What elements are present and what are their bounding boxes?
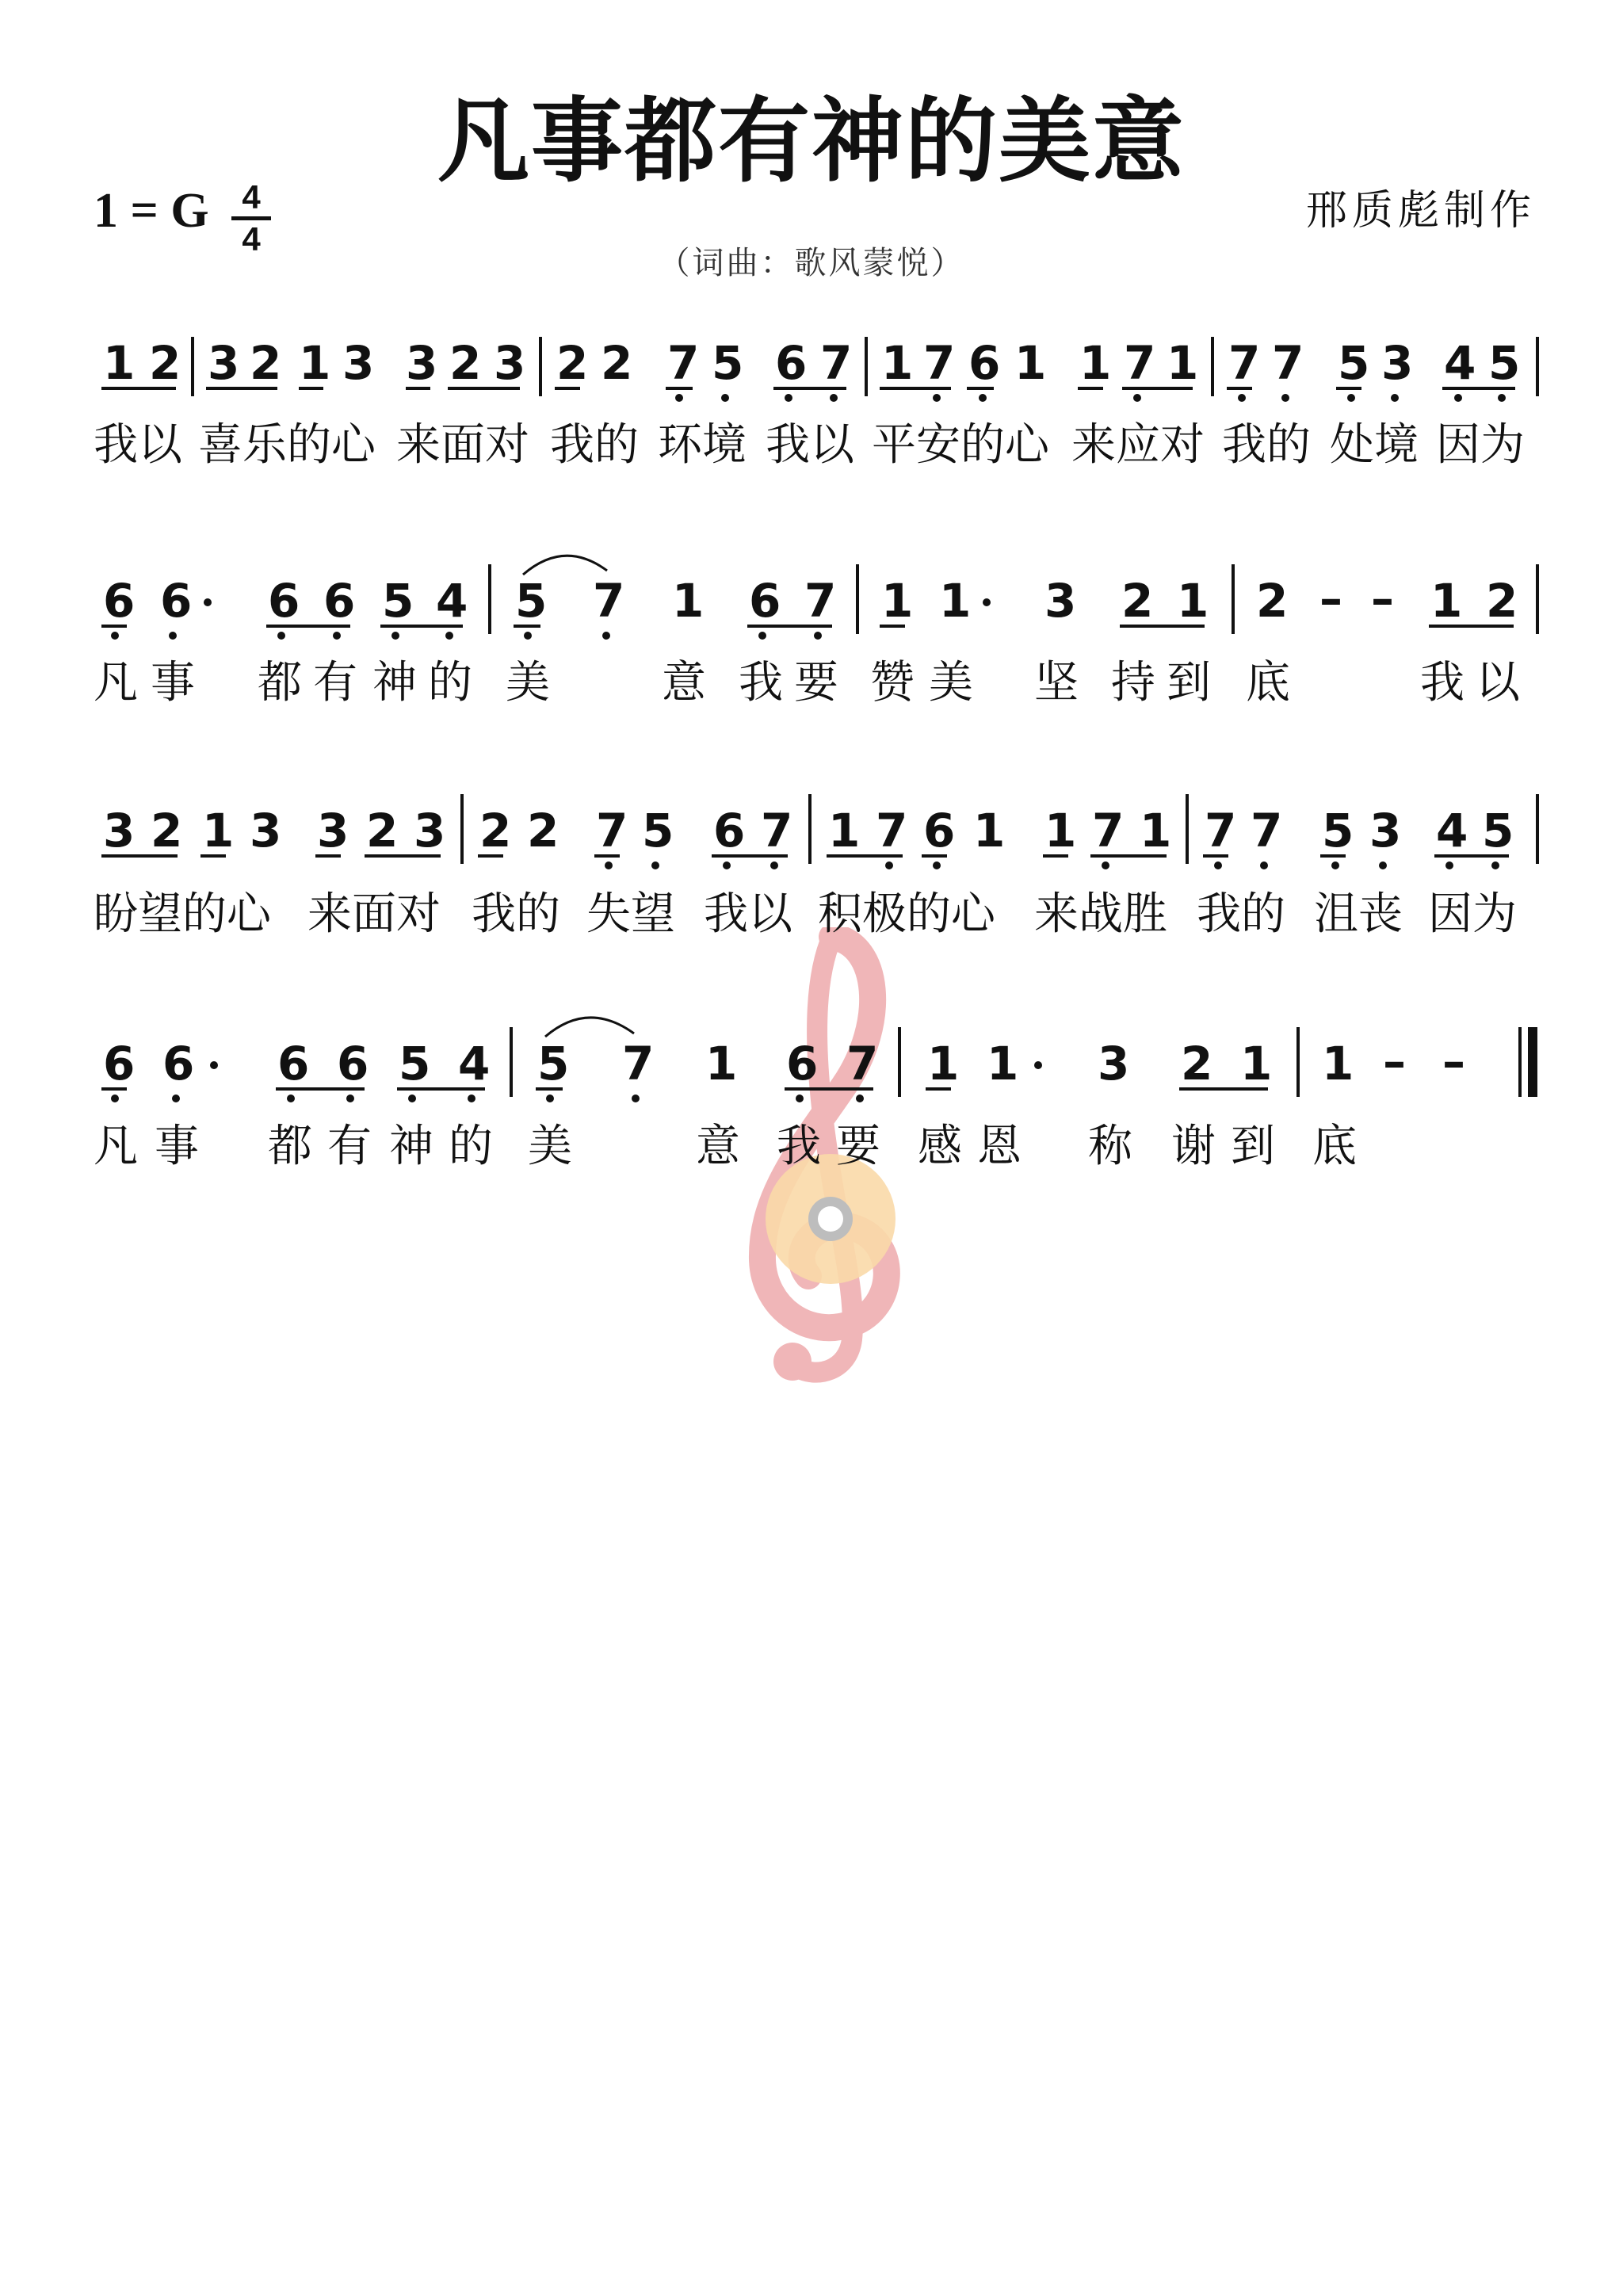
note: 1	[1430, 574, 1463, 628]
lyric: 底	[1312, 1121, 1357, 1172]
lyric: 谢	[1171, 1121, 1216, 1172]
note: 6	[749, 574, 781, 628]
note: 3	[406, 336, 438, 390]
slur	[545, 1018, 634, 1037]
lyric: 到	[1167, 657, 1211, 709]
note: 1	[973, 804, 1006, 858]
note: 7	[761, 804, 793, 858]
lyric: 事	[151, 657, 195, 709]
note: 6	[103, 1037, 136, 1091]
note: 6	[713, 804, 746, 858]
note: 3	[1044, 574, 1077, 628]
note: 6	[786, 1037, 819, 1091]
note: 5	[1322, 804, 1354, 858]
lyric: 意	[696, 1121, 740, 1172]
slur	[523, 556, 607, 575]
note: 4	[458, 1037, 491, 1091]
lyric: 事	[155, 1121, 199, 1172]
note: 1	[987, 1037, 1019, 1091]
note: 4	[1436, 804, 1468, 858]
note: 1	[1079, 336, 1112, 390]
note: 5	[1338, 336, 1370, 390]
note: 1	[299, 336, 331, 390]
note: 5	[515, 574, 548, 628]
note: 3	[317, 804, 349, 858]
note: 2	[151, 804, 183, 858]
note: 5	[642, 804, 674, 858]
lyric: 我的	[550, 419, 639, 471]
note: 7	[876, 804, 908, 858]
note: 7	[1251, 804, 1283, 858]
note: 3	[494, 336, 526, 390]
lyric: 我	[1420, 657, 1465, 709]
note: 2	[556, 336, 589, 390]
note: 3	[414, 804, 446, 858]
note: 5	[537, 1037, 570, 1091]
lyric: 沮丧	[1314, 888, 1403, 940]
note: 6	[160, 574, 193, 628]
dash: –	[1319, 571, 1342, 625]
note: 6	[268, 574, 300, 628]
lyric: 美	[528, 1121, 572, 1172]
lyric: 都	[258, 657, 302, 709]
note: 2	[1486, 574, 1518, 628]
lyric: 恩	[977, 1121, 1022, 1172]
note: 1	[939, 574, 972, 628]
lyric: 环境	[658, 419, 747, 471]
note: 7	[846, 1037, 879, 1091]
lyric: 到	[1231, 1121, 1275, 1172]
song-title: 凡事都有神的美意	[437, 87, 1186, 195]
note: 1	[1140, 804, 1172, 858]
note: 1	[1177, 574, 1209, 628]
lyric: 喜乐的心	[198, 419, 376, 471]
note: 2	[1256, 574, 1289, 628]
lyric: 美	[506, 657, 550, 709]
lyric: 称	[1088, 1121, 1132, 1172]
note: 3	[208, 336, 240, 390]
note: 3	[250, 804, 282, 858]
note: 1	[881, 574, 914, 628]
lyric: 有	[327, 1121, 372, 1172]
lyric: 感	[918, 1121, 962, 1172]
note: 1	[1014, 336, 1047, 390]
note: 3	[1381, 336, 1414, 390]
lyric: 赞	[870, 657, 915, 709]
note: 1	[1167, 336, 1199, 390]
note: 1	[103, 336, 136, 390]
note: 3	[1369, 804, 1402, 858]
lyric: 凡	[94, 657, 138, 709]
lyric: 因为	[1436, 419, 1525, 471]
lyric: 来应对	[1071, 419, 1205, 471]
lyric: 凡	[94, 1121, 138, 1172]
score-line-4	[94, 1018, 1533, 1172]
note: 3	[342, 336, 375, 390]
lyric: 因为	[1428, 888, 1517, 940]
lyric: 要	[836, 1121, 880, 1172]
lyric: 我以	[766, 419, 854, 471]
time-signature-top: 4	[242, 178, 261, 216]
lyric: 平安的心	[872, 419, 1049, 471]
note: 6	[323, 574, 356, 628]
note: 1	[1322, 1037, 1354, 1091]
note: 2	[1181, 1037, 1213, 1091]
lyric: 有	[313, 657, 357, 709]
lyric: 我的	[1197, 888, 1285, 940]
dash: –	[1371, 571, 1394, 625]
score-line-2	[94, 556, 1537, 709]
time-signature-bottom: 4	[242, 220, 261, 258]
lyric: 我以	[704, 888, 792, 940]
note: 6	[337, 1037, 369, 1091]
augmentation-dot	[204, 598, 212, 606]
note: 6	[923, 804, 956, 858]
lyric: 盼望的心	[94, 888, 271, 940]
note: 1	[202, 804, 235, 858]
note: 5	[712, 336, 744, 390]
lyric: 来面对	[307, 888, 441, 940]
note: 6	[968, 336, 1001, 390]
lyrics-music-credit: （词曲：歌风蒙悦）	[658, 245, 965, 281]
lyric: 意	[662, 657, 706, 709]
note: 2	[250, 336, 282, 390]
note: 6	[775, 336, 808, 390]
note: 7	[596, 804, 628, 858]
score-line-1	[94, 336, 1537, 471]
note: 1	[1044, 804, 1077, 858]
note: 1	[828, 804, 861, 858]
note: 7	[1124, 336, 1156, 390]
note: 7	[667, 336, 700, 390]
lyric: 以	[1476, 657, 1520, 709]
lyric: 美	[929, 657, 973, 709]
lyric: 我的	[1222, 419, 1311, 471]
note: 7	[820, 336, 853, 390]
note: 2	[366, 804, 399, 858]
note: 6	[162, 1037, 195, 1091]
lyric: 神	[389, 1121, 433, 1172]
lyric: 的	[428, 657, 472, 709]
arranger-credit: 邢质彪制作	[1305, 187, 1536, 235]
note: 1	[672, 574, 705, 628]
note: 6	[103, 574, 136, 628]
note: 7	[1092, 804, 1125, 858]
note: 7	[1228, 336, 1261, 390]
augmentation-dot	[210, 1061, 218, 1069]
lyric: 底	[1246, 657, 1290, 709]
lyric: 我的	[472, 888, 560, 940]
lyric: 我	[777, 1121, 821, 1172]
lyric: 处境	[1330, 419, 1419, 471]
lyric: 都	[268, 1121, 312, 1172]
note: 2	[601, 336, 633, 390]
dash: –	[1442, 1034, 1465, 1088]
note: 2	[479, 804, 512, 858]
note: 7	[804, 574, 837, 628]
lyric: 来面对	[396, 419, 529, 471]
note: 4	[1444, 336, 1476, 390]
note: 5	[382, 574, 414, 628]
note: 2	[149, 336, 181, 390]
note: 2	[1121, 574, 1154, 628]
note: 2	[449, 336, 482, 390]
key-signature: 1 = G	[94, 184, 209, 238]
augmentation-dot	[1034, 1061, 1042, 1069]
note: 5	[399, 1037, 431, 1091]
note: 2	[527, 804, 559, 858]
lyric: 来战胜	[1034, 888, 1167, 940]
lyric: 失望	[586, 888, 675, 940]
lyric: 神	[372, 657, 417, 709]
note: 6	[277, 1037, 310, 1091]
note: 3	[1098, 1037, 1130, 1091]
note: 5	[1482, 804, 1514, 858]
lyric: 我以	[94, 419, 182, 471]
note: 1	[881, 336, 914, 390]
lyric: 要	[794, 657, 838, 709]
note: 7	[593, 574, 625, 628]
score-line-3	[94, 794, 1537, 940]
note: 7	[1272, 336, 1304, 390]
note: 1	[1240, 1037, 1273, 1091]
lyric: 积极的心	[818, 888, 995, 940]
note: 3	[103, 804, 136, 858]
augmentation-dot	[983, 598, 991, 606]
note: 7	[622, 1037, 655, 1091]
note: 7	[923, 336, 956, 390]
lyric: 的	[449, 1121, 493, 1172]
note: 5	[1488, 336, 1521, 390]
lyric: 持	[1111, 657, 1155, 709]
note: 1	[705, 1037, 738, 1091]
lyric: 坚	[1034, 657, 1079, 709]
dash: –	[1383, 1034, 1406, 1088]
lyric: 我	[739, 657, 783, 709]
note: 4	[436, 574, 468, 628]
note: 1	[927, 1037, 960, 1091]
note: 7	[1205, 804, 1237, 858]
